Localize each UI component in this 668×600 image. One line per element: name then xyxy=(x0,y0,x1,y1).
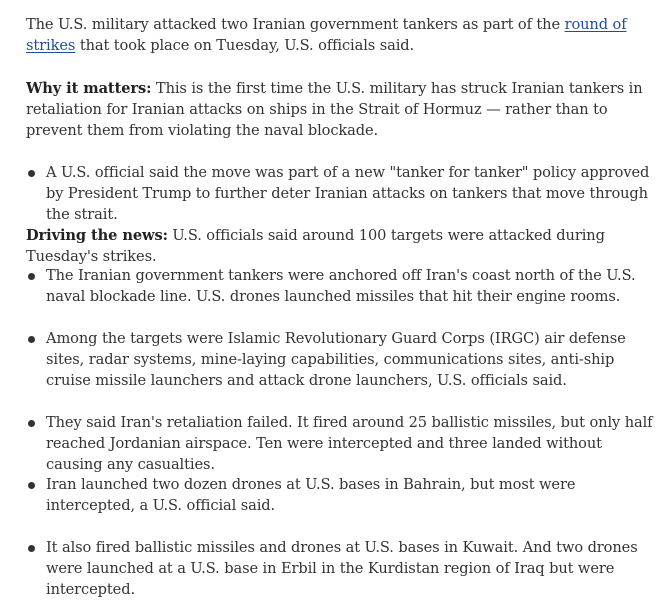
why-it-matters-paragraph xyxy=(26,78,656,141)
driving-the-news-text: U.S. officials said around 100 targets were attacked during Tuesday's strikes. xyxy=(26,227,605,265)
list-item-text: Iran launched two dozen drones at U.S. bases in Bahrain, but most were intercepted, a U.S. official said. xyxy=(46,476,576,514)
list-item-text: It also fired ballistic missiles and drones at U.S. bases in Kuwait. And two drones were launched at a U.S. base in Erbil in the Kurdistan region of Iraq but were intercepted. xyxy=(46,539,638,598)
list-item xyxy=(26,537,656,600)
intro-paragraph xyxy=(26,14,656,56)
list-item xyxy=(26,265,656,307)
driving-the-news-label: Driving the news: xyxy=(26,227,168,244)
bullet-icon xyxy=(28,336,35,343)
bullet-icon xyxy=(28,170,35,177)
why-it-matters-label: Why it matters: xyxy=(26,80,152,97)
list-item xyxy=(26,412,656,475)
list-item-text: A U.S. official said the move was part of a new "tanker for tanker" policy approved by President Trump to further deter Iranian attacks on tankers that move through the strait. xyxy=(46,164,650,223)
round-of-strikes-link[interactable]: round of strikes xyxy=(26,16,627,54)
list-item-text: They said Iran's retaliation failed. It fired around 25 ballistic missiles, but only half reached Jordanian airspace. Ten were intercepted and three landed without causing any casualties. xyxy=(46,414,653,473)
intro-text-after: that took place on Tuesday, U.S. officials said. xyxy=(75,37,415,54)
bullet-icon xyxy=(28,545,35,552)
intro-text-before: The U.S. military attacked two Iranian government tankers as part of the xyxy=(26,16,565,33)
driving-the-news-paragraph xyxy=(26,225,656,267)
bullet-icon xyxy=(28,273,35,280)
bullet-icon xyxy=(28,482,35,489)
list-item-text: Among the targets were Islamic Revolutionary Guard Corps (IRGC) air defense sites, radar systems, mine-laying capabilities, communications sites, anti-ship cruise missile launchers and attack drone launchers, U.S. officials said. xyxy=(46,330,626,389)
why-it-matters-text: This is the first time the U.S. military has struck Iranian tankers in retaliation for Iranian attacks on ships in the Strait of Hormuz — rather than to prevent them from violating the naval blockade. xyxy=(26,80,643,139)
list-item xyxy=(26,162,656,225)
list-item xyxy=(26,474,656,516)
list-item xyxy=(26,328,656,391)
bullet-icon xyxy=(28,420,35,427)
list-item-text: The Iranian government tankers were anchored off Iran's coast north of the U.S. naval blockade line. U.S. drones launched missiles that hit their engine rooms. xyxy=(46,267,636,305)
